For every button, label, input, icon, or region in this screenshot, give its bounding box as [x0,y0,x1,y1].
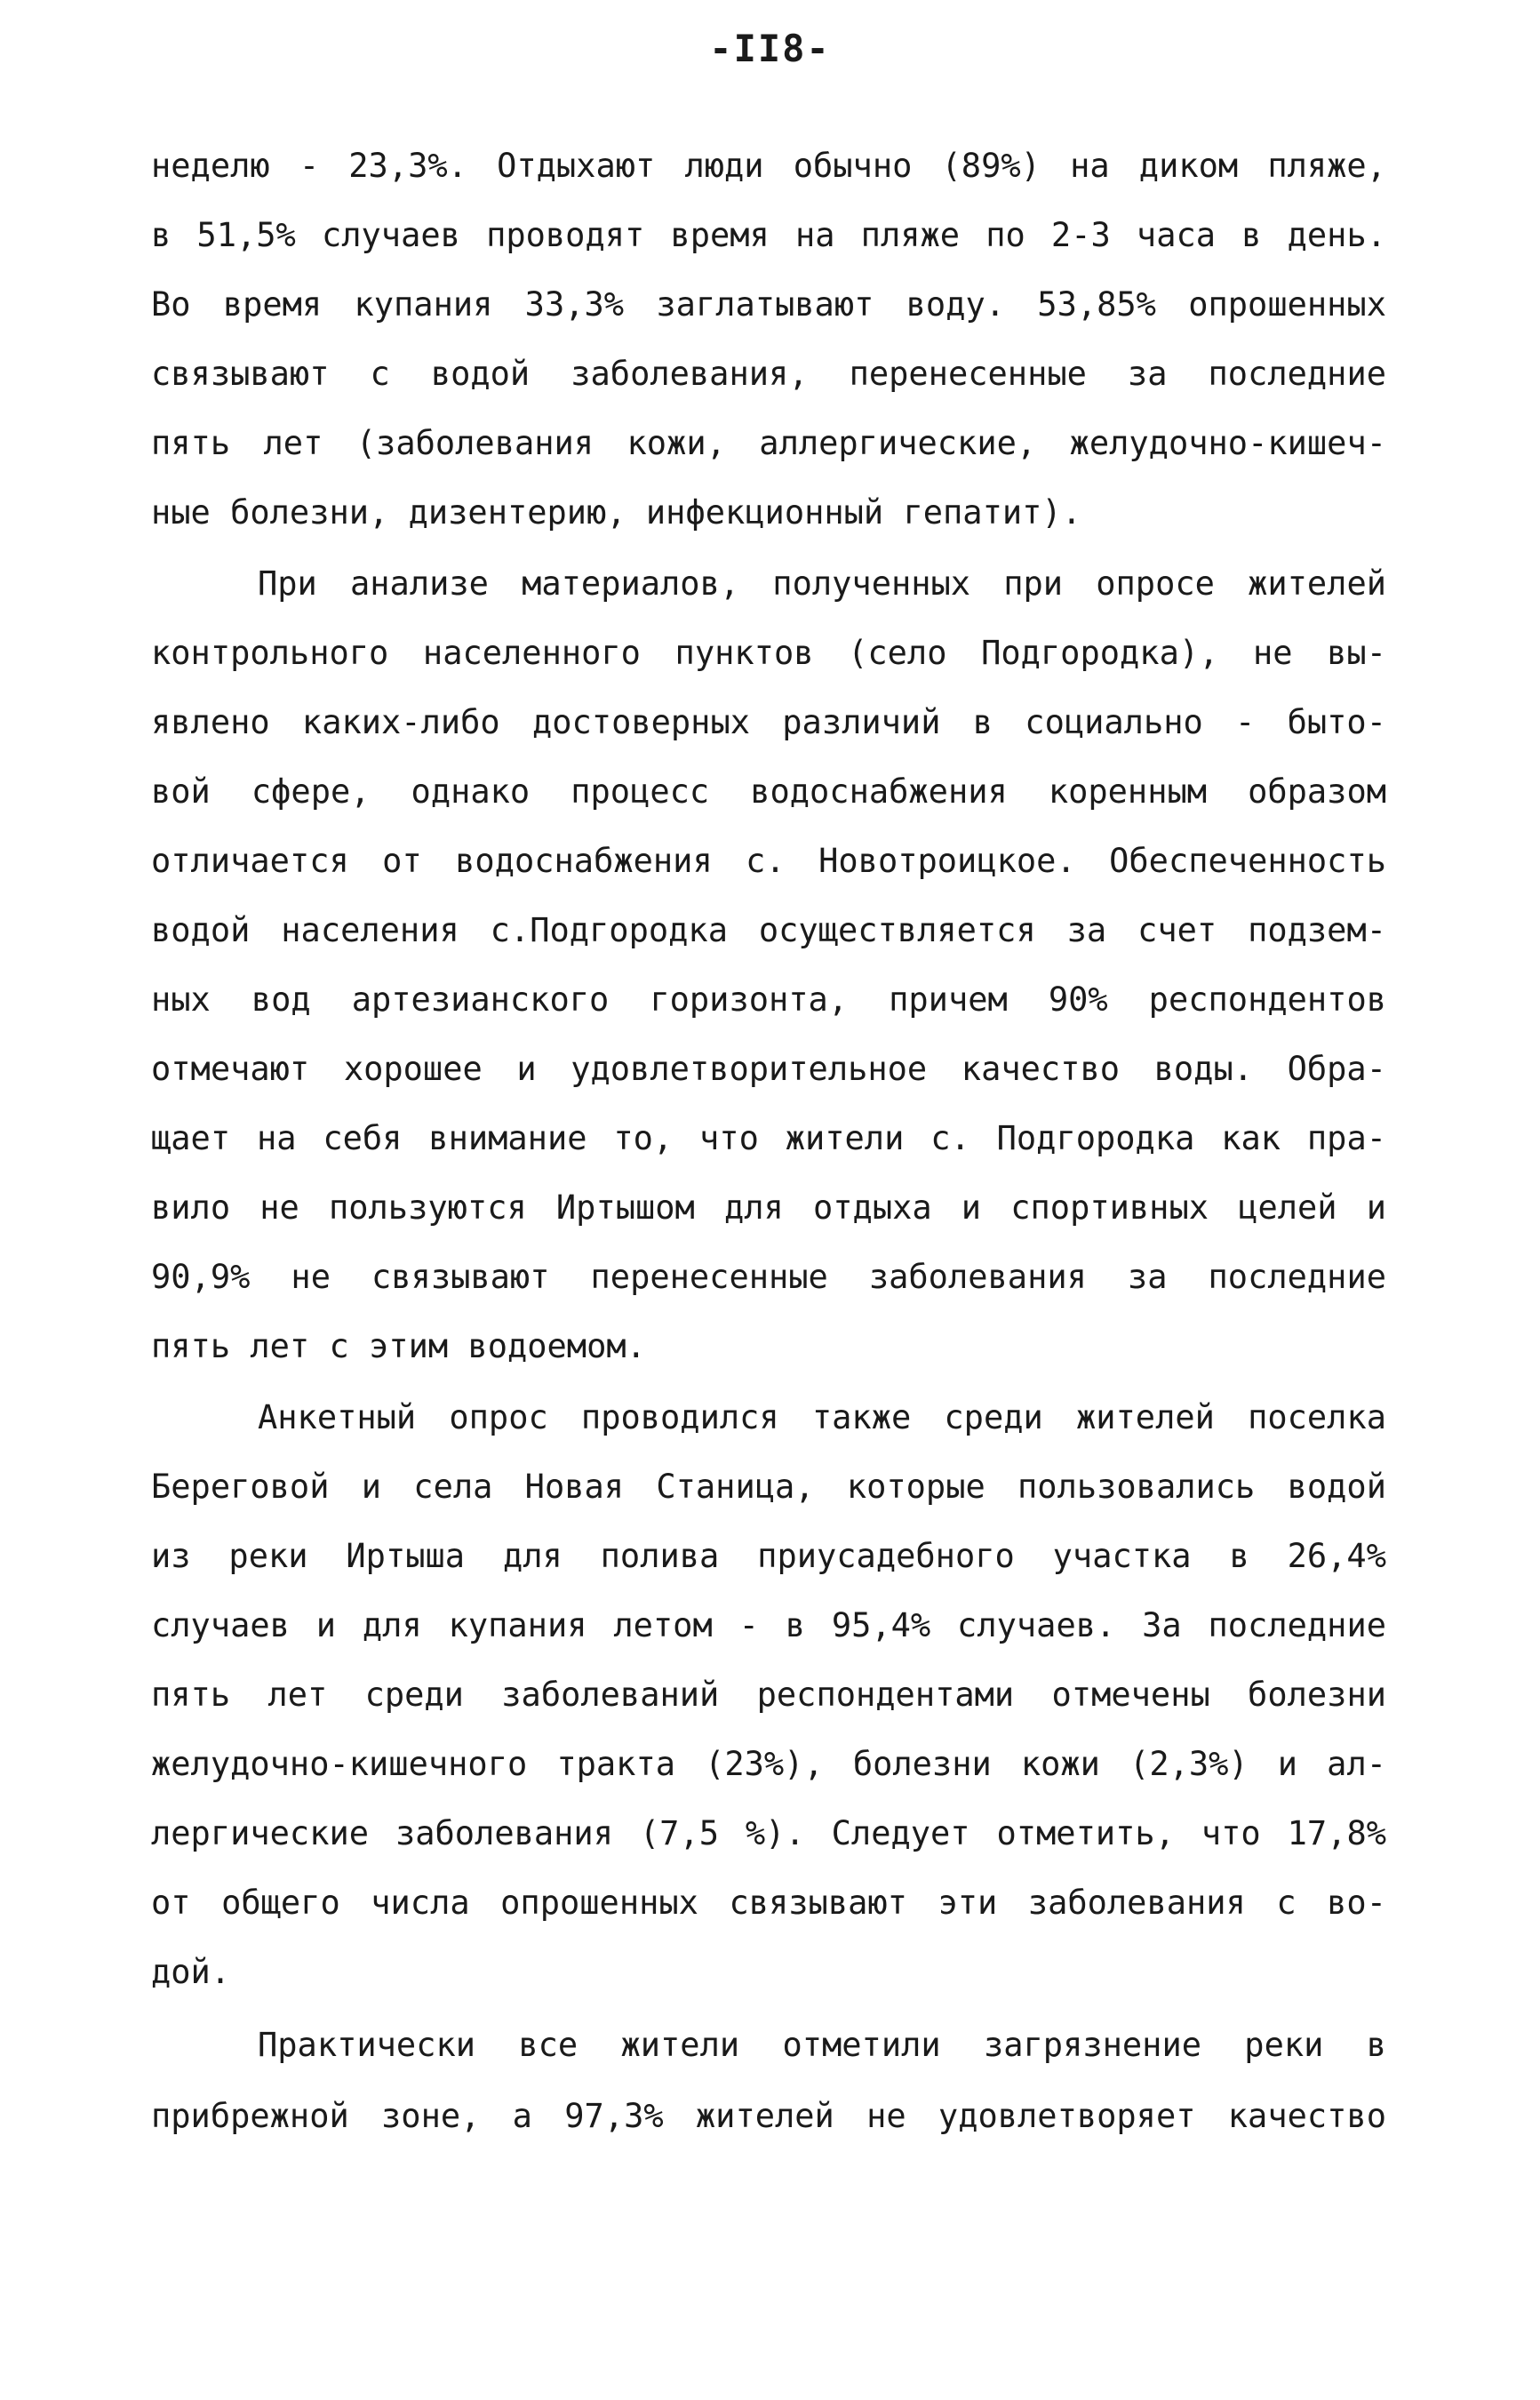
text-line: Береговой и села Новая Станица, которые пользовались водой [151,1468,1386,1506]
page-number: -II8- [709,27,831,70]
text-line: отличается от водоснабжения с. Новотроицкое. Обеспеченность [151,842,1386,880]
text-line: ных вод артезианского горизонта, причем 90% респондентов [151,980,1386,1019]
text-line: явлено каких-либо достоверных различий в социально - быто- [151,703,1386,741]
text-line: контрольного населенного пунктов (село Подгородка), не вы- [151,634,1386,672]
text-line: пять лет (заболевания кожи, аллергические, желудочно-кишеч- [151,424,1386,462]
text-line: пять лет с этим водоемом. [151,1327,646,1365]
text-line: пять лет среди заболеваний респондентами отмечены болезни [151,1676,1386,1714]
text-line: Анкетный опрос проводился также среди жителей поселка [258,1398,1386,1436]
text-line: дой. [151,1953,231,1991]
text-line: вило не пользуются Иртышом для отдыха и спортивных целей и [151,1188,1386,1227]
text-line: лергические заболевания (7,5 %). Следует отметить, что 17,8% [151,1814,1386,1852]
text-line: 90,9% не связывают перенесенные заболевания за последние [151,1258,1386,1296]
text-line: прибрежной зоне, а 97,3% жителей не удовлетворяет качество [151,2097,1386,2135]
text-line: отмечают хорошее и удовлетворительное качество воды. Обра- [151,1050,1386,1088]
text-line: в 51,5% случаев проводят время на пляже по 2-3 часа в день. [151,216,1386,254]
text-line: Во время купания 33,3% заглатывают воду. 53,85% опрошенных [151,285,1386,324]
text-line: щает на себя внимание то, что жители с. Подгородка как пра- [151,1119,1386,1157]
text-line: неделю - 23,3%. Отдыхают люди обычно (89%) на диком пляже, [151,147,1386,185]
text-line: вой сфере, однако процесс водоснабжения коренным образом [151,772,1386,811]
text-line: от общего числа опрошенных связывают эти заболевания с во- [151,1884,1386,1922]
text-line: связывают с водой заболевания, перенесенные за последние [151,355,1386,393]
text-line: Практически все жители отметили загрязнение реки в [258,2026,1386,2064]
text-line: водой населения с.Подгородка осуществляется за счет подзем- [151,911,1386,949]
text-line: ные болезни, дизентерию, инфекционный гепатит). [151,493,1081,532]
text-line: из реки Иртыша для полива приусадебного участка в 26,4% [151,1537,1386,1575]
text-line: случаев и для купания летом - в 95,4% случаев. За последние [151,1606,1386,1644]
text-line: желудочно-кишечного тракта (23%), болезни кожи (2,3%) и ал- [151,1745,1386,1783]
text-line: При анализе материалов, полученных при опросе жителей [258,564,1386,603]
